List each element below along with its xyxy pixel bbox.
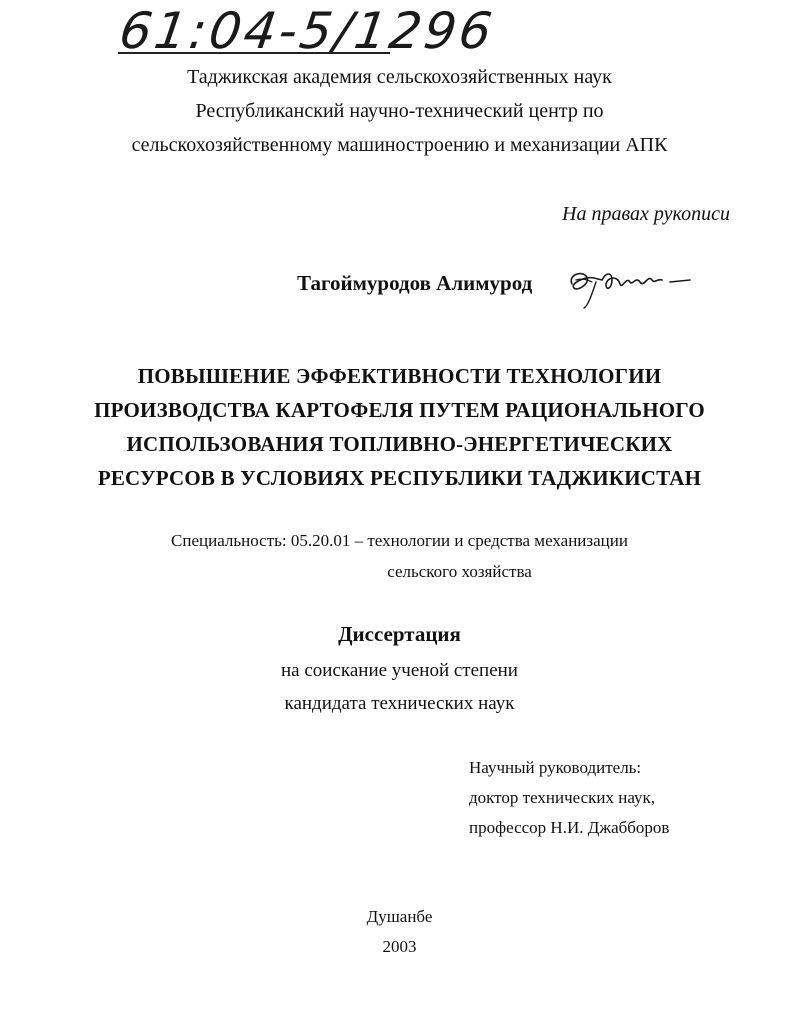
year: 2003 — [382, 937, 417, 956]
thesis-title-line-1: ПОВЫШЕНИЕ ЭФФЕКТИВНОСТИ ТЕХНОЛОГИИ — [137, 364, 662, 388]
degree-line-2: кандидата технических наук — [284, 693, 515, 714]
supervisor-degree: доктор технических наук, — [469, 788, 656, 807]
specialty-line-1: Специальность: 05.20.01 – технологии и средства механизации — [171, 531, 628, 550]
author-signature-image — [566, 262, 696, 312]
supervisor-label: Научный руководитель: — [469, 758, 642, 777]
document-type-heading: Диссертация — [338, 622, 461, 646]
institution-line-3: сельскохозяйственному машиностроению и механизации АПК — [131, 134, 668, 156]
archive-code-handwritten: 61:04-5/1296 — [115, 2, 499, 60]
author-name: Тагоймуродов Алимурод — [297, 271, 533, 295]
thesis-title-line-3: ИСПОЛЬЗОВАНИЯ ТОПЛИВНО-ЭНЕРГЕТИЧЕСКИХ — [126, 432, 673, 456]
city: Душанбе — [366, 907, 433, 926]
manuscript-rights-note: На правах рукописи — [562, 203, 730, 225]
specialty-line-2: сельского хозяйства — [387, 562, 532, 581]
thesis-title-line-2: ПРОИЗВОДСТВА КАРТОФЕЛЯ ПУТЕМ РАЦИОНАЛЬНОГО — [94, 398, 705, 422]
thesis-title-line-4: РЕСУРСОВ В УСЛОВИЯХ РЕСПУБЛИКИ ТАДЖИКИСТАН — [97, 466, 702, 490]
institution-line-2: Республиканский научно-технический центр по — [195, 100, 604, 122]
archive-code-underline — [118, 52, 390, 54]
institution-line-1: Таджикская академия сельскохозяйственных наук — [187, 66, 612, 88]
degree-line-1: на соискание ученой степени — [281, 660, 518, 681]
supervisor-name: профессор Н.И. Джабборов — [469, 818, 670, 837]
